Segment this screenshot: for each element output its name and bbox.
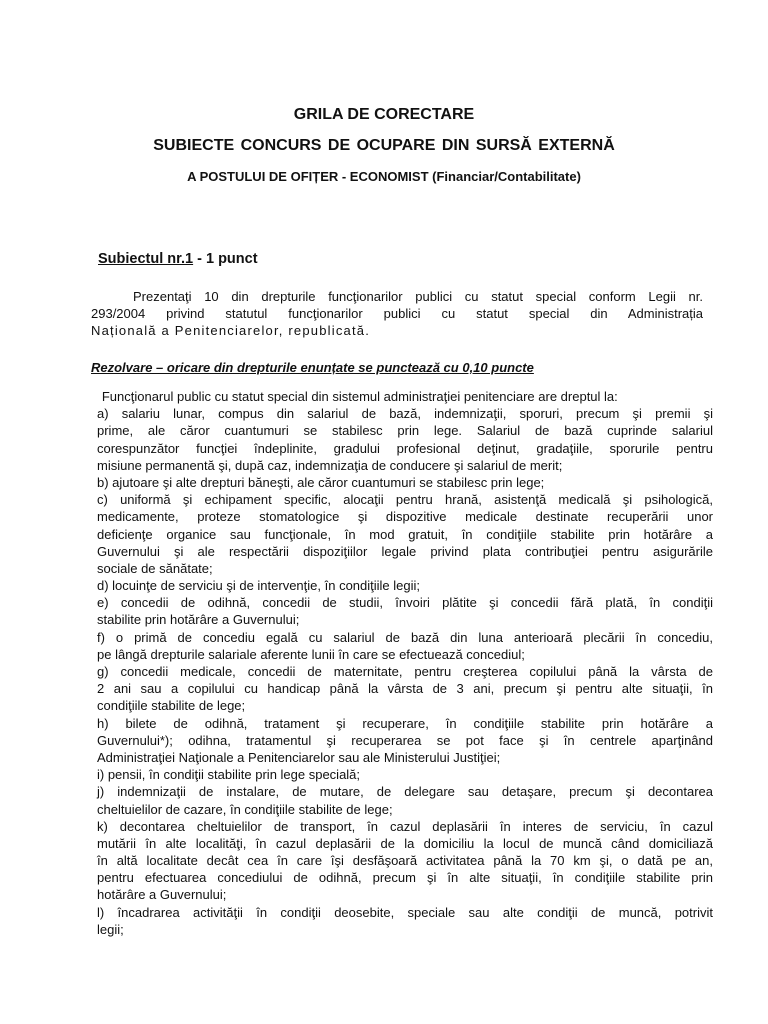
answer-line: legii;: [97, 921, 124, 937]
answer-line: medicamente, proteze stomatologice şi dispozitive medicale destinate recuperării unor: [97, 509, 713, 525]
answer-line: cheltuielilor de cazare, în condiţiile stabilite de lege;: [97, 801, 393, 817]
question-line: Prezentaţi 10 din drepturile funcţionarilor publici cu statut special conform Legii nr.: [133, 289, 703, 304]
answer-line: e) concedii de odihnă, concedii de studii, învoiri plătite şi concedii fără plată, în condiţii: [97, 595, 713, 611]
subject-points: - 1 punct: [193, 251, 258, 267]
answer-line: pe lângă drepturile salariale aferente lunii în care se efectuează concediul;: [97, 646, 525, 662]
document-title: GRILA DE CORECTARE: [293, 106, 475, 123]
answer-line: misiune permanentă şi, după caz, indemnizaţia de conducere şi salariul de merit;: [97, 457, 563, 473]
answer-line: k) decontarea cheltuielilor de transport, în cazul deplasării în interes de serviciu, în cazul: [97, 818, 713, 834]
answer-line: i) pensii, în condiţii stabilite prin lege specială;: [97, 767, 361, 783]
answer-line: prime, ale căror cuantumuri se stabilesc prin lege. Salariul de bază cuprinde salariul: [97, 423, 713, 439]
answer-line: Funcţionarul public cu statut special din sistemul administraţiei penitenciare are dreptul la:: [91, 389, 618, 404]
answer-line: h) bilete de odihnă, tratament şi recuperare, în condiţiile stabilite prin hotărâre a: [97, 715, 713, 731]
answer-line: corespunzător funcţiei îndeplinite, gradului profesional deţinut, gradaţiile, sporurile pentru: [97, 440, 713, 456]
answer-line: d) locuinţe de serviciu şi de intervenţie, în condiţiile legii;: [97, 578, 421, 594]
answer-line: a) salariu lunar, compus din salariul de bază, indemnizaţii, sporuri, precum şi premii şi: [97, 406, 713, 422]
answer-line: Guvernului*); odihna, tratamentul şi recuperarea se pot face şi în centrele aparţinând: [97, 732, 713, 748]
answer-line: g) concedii medicale, concedii de maternitate, pentru creşterea copilului până la vârsta de: [97, 664, 713, 679]
answer-body: [91, 388, 713, 938]
resolution-heading: Rezolvare – oricare din drepturile enunțate se punctează cu 0,10 puncte: [91, 360, 534, 375]
answer-line: sociale de sănătate;: [97, 560, 213, 576]
position-title: A POSTULUI DE OFIȚER - ECONOMIST (Financiar/Contabilitate): [187, 169, 581, 184]
answer-line: în altă localitate decât cea în care îşi desfăşoară activitatea până la 70 km şi, o dată pe an,: [97, 853, 713, 869]
answer-line: l) încadrarea activităţii în condiţii deosebite, speciale sau alte condiţii de muncă, potrivit: [97, 904, 713, 920]
answer-line: j) indemnizaţii de instalare, de mutare, de delegare sau detaşare, precum şi decontarea: [97, 784, 713, 800]
subject-question: [91, 287, 703, 339]
subject-heading: [98, 251, 258, 267]
answer-line: pentru efectuarea concediului de odihnă, precum şi în alte situaţii, în condiţiile stabilite prin: [97, 870, 713, 886]
answer-line: stabilite prin hotărâre a Guvernului;: [97, 612, 300, 628]
answer-line: f) o primă de concediu egală cu salariul de bază din luna anterioară plecării în concediu,: [97, 629, 713, 645]
answer-line: deficienţe organice sau funcţionale, în mod gratuit, în condiţiile stabilite prin hotărâre a: [97, 526, 713, 542]
answer-line: Administraţiei Naţionale a Penitenciarelor sau ale Ministerului Justiţiei;: [97, 749, 501, 765]
answer-line: Guvernului şi ale respectării dispoziţiilor legale privind plata contribuţiei pentru asigurările: [97, 543, 713, 559]
answer-line: c) uniformă şi echipament specific, alocaţii pentru hrană, asistenţă medicală şi psihologică,: [97, 492, 713, 508]
document-subtitle: SUBIECTE CONCURS DE OCUPARE DIN SURSĂ EXTERNĂ: [153, 137, 615, 154]
answer-line: 2 ani sau a copilului cu handicap până la vârsta de 3 ani, precum şi pentru alte situaţii, în: [97, 681, 713, 697]
answer-line: hotărâre a Guvernului;: [97, 887, 227, 903]
answer-line: condiţiile stabilite de lege;: [97, 698, 246, 714]
answer-line: mutării în alte localităţi, în cazul deplasării de la domiciliu la locul de muncă când domiciliază: [97, 835, 713, 851]
subject-label: Subiectul nr.1: [98, 251, 194, 267]
question-line: 293/2004 privind statutul funcţionarilor publici cu statut special din Administrația: [91, 306, 703, 322]
answer-line: b) ajutoare şi alte drepturi băneşti, ale căror cuantumuri se stabilesc prin lege;: [97, 474, 545, 490]
question-line: Națională a Penitenciarelor, republicată.: [91, 323, 371, 339]
